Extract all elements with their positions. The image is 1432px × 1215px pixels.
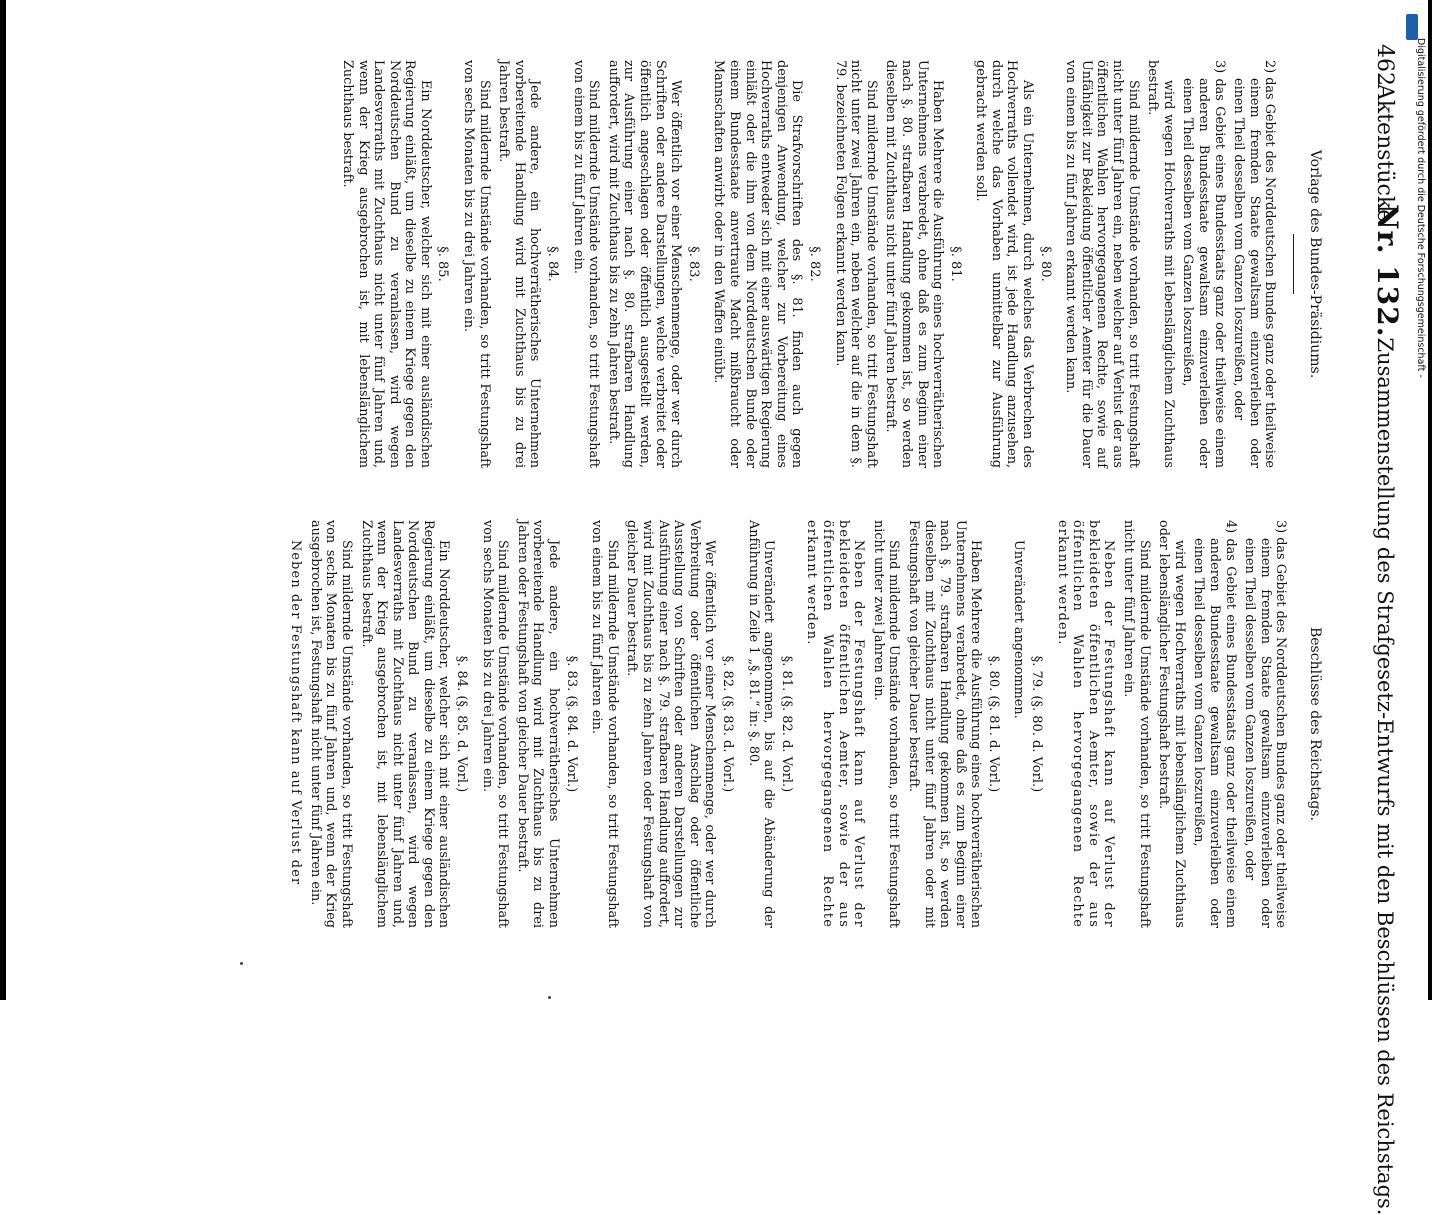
section-heading: §. 83. (§. 84. d. Vorl.) [563, 655, 579, 793]
paragraph: Sind mildernde Umstände vorhanden, so tritt Festungshaft nicht unter fünf Jahren ein, neben welcher auf Verlust der aus öffentlichen Wahlen hervorgegangenen Rechte, sowie auf Unfähigkeit zur Bekleidung öffentlicher Aemter für die Dauer von einem bis zu fünf Jahren erkannt werden kann. [1063, 60, 1141, 468]
emphasized-paragraph: Neben der Festungshaft kann auf Verlust der bekleideten öffentlichen Aemter, sowie der aus öffentlichen Wahlen hervorgegangenen Rechte erkannt werden. [804, 520, 867, 928]
enumerated-clause: 3) das Gebiet des Norddeutschen Bundes ganz oder theilweise einem fremden Staate gewaltsam einzuverleiben oder einen Theil desselben vom Ganzen loszureißen, oder [1242, 520, 1289, 928]
paragraph: Wer öffentlich vor einer Menschenmenge, oder wer durch Schriften oder andere Darstellungen, welche verbreitet oder öffentlich angeschlagen oder öffentlich ausgestellt werden, zur Ausführung einer nach §. 80. strafbaren Handlung auffordert, wird mit Zuchthaus bis zu zehn Jahren bestraft. [605, 60, 684, 468]
enumerated-clause: 3) das Gebiet eines Bundesstaats ganz oder theilweise einem anderen Bundesstaate gewaltsam einzuverleiben oder einen Theil desselben vom Ganzen loszureißen, [1180, 60, 1227, 468]
paragraph: Jede andere, ein hochverrätherisches Unternehmen vorbereitende Handlung wird mit Zuchthaus bis zu drei Jahren oder Festungshaft von gleicher Dauer bestraft. [514, 520, 562, 928]
paragraph: wird wegen Hochverraths mit lebenslänglichem Zuchthaus oder lebenslänglicher Festungshaft bestraft. [1156, 520, 1187, 928]
paragraph: Sind mildernde Umstände vorhanden, so tritt Festungshaft von sechs Monaten bis zu fünf Jahren und, wenn der Krieg ausgebrochen ist, Festungshaft nicht unter fünf Jahren ein. [307, 520, 354, 928]
scan-speck [548, 996, 551, 999]
column-beschluesse [32, 504, 1328, 944]
two-column-body [32, 44, 1328, 946]
scan-right-edge [1428, 0, 1432, 1000]
section-heading: §. 81. (§. 82. d. Vorl.) [778, 655, 794, 793]
paragraph: Sind mildernde Umstände vorhanden, so tritt Festungshaft nicht unter zwei Jahren ein, neben welcher auf die in dem §. 79. bezeichneten Folgen erkannt werden kann. [832, 60, 879, 468]
scan-speck [240, 962, 243, 965]
enumerated-clause: 2) das Gebiet des Norddeutschen Bundes ganz oder theilweise einem fremden Staate gewaltsam einzuverleiben oder einen Theil desselben vom Ganzen loszureißen, oder [1231, 60, 1278, 468]
paragraph: Jede andere, ein hochverrätherisches Unternehmen vorbereitende Handlung wird mit Zuchthaus bis zu drei Jahren bestraft. [496, 60, 543, 468]
heading-rule [1293, 234, 1294, 294]
section-heading: §. 84. (§. 85. d. Vorl.) [454, 655, 470, 793]
emphasized-paragraph: Neben der Festungshaft kann auf Verlust der bekleideten öffentlichen Aemter, sowie der aus öffentlichen Wahlen hervorgegangenen Rechte erkannt werden. [1054, 520, 1117, 928]
page-number: 462 [1372, 44, 1397, 86]
paragraph: Wer öffentlich vor einer Menschenmenge, oder wer durch Verbreitung oder öffentlichen Anschlag oder öffentliche Ausstellung von Schriften oder anderen Darstellungen zur Ausführung einer nach §. 79. strafbaren Handlung auffordert, wird mit Zuchthaus bis zu zehn Jahren oder Festungshaft von gleicher Dauer bestraft. [624, 520, 718, 928]
paragraph: Als ein Unternehmen, durch welches das Verbrechen des Hochverraths vollendet wird, ist jede Handlung anzusehen, durch welche das Vorhaben unmittelbar zur Ausführung gebracht werden soll. [973, 60, 1036, 468]
rotated-document-page [20, 8, 1412, 1215]
emphasized-paragraph: Neben der Festungshaft kann auf Verlust der [288, 540, 304, 886]
column-heading: Vorlage des Bundes-Präsidiums. [1307, 149, 1323, 379]
paragraph: Ein Norddeutscher, welcher sich mit einer ausländischen Regierung einläßt, um dieselbe zu einem Kriege gegen den Norddeutschen Bund zu veranlassen, wird wegen Landesverraths mit Zuchthaus nicht unter fünf Jahren und, wenn der Krieg ausgebrochen ist, mit lebenslänglichem Zuchthaus bestraft. [358, 520, 452, 928]
paragraph: Unverändert angenommen, bis auf die Abänderung der Anführung in Zeile 1 „§. 81.“ in: §. 80. [745, 520, 777, 928]
document-title: Zusammenstellung des Strafgesetz-Entwurfs mit den Beschlüssen des Reichstags. [1373, 337, 1397, 1215]
document-label: Aktenstücke [1372, 84, 1397, 223]
paragraph: Ein Norddeutscher, welcher sich mit einer ausländischen Regierung einläßt, um dieselbe zu einem Kriege gegen den Norddeutschen Bund zu veranlassen, wird wegen Landesverraths mit Zuchthaus nicht unter fünf Jahren und, wenn der Krieg ausgebrochen ist, mit lebenslänglichem Zuchthaus bestraft. [339, 60, 433, 468]
column-vorlage [32, 44, 1328, 484]
paragraph: Sind mildernde Umstände vorhanden, so tritt Festungshaft von sechs Monaten bis zu drei Jahren ein. [479, 520, 511, 928]
paragraph: Sind mildernde Umstände vorhanden, so tritt Festungshaft von sechs Monaten bis zu drei Jahren ein. [461, 60, 492, 468]
section-heading: §. 80. (§. 81. d. Vorl.) [985, 655, 1001, 793]
column-heading: Beschlüsse des Reichstags. [1307, 626, 1323, 821]
enumerated-clause: 4) das Gebiet eines Bundesstaats ganz oder theilweise einem anderen Bundesstaate gewaltsam einzuverleiben oder einen Theil desselben vom Ganzen loszureißen, [1191, 520, 1238, 928]
paragraph: Haben Mehrere die Ausführung eines hochverrätherischen Unternehmens verabredet, ohne daß es zum Beginn einer nach §. 80. strafbaren Handlung gekommen ist, so werden dieselben mit Zuchthaus nicht unter fünf Jahren bestraft. [883, 60, 946, 468]
section-heading: §. 85. [435, 246, 451, 282]
paragraph: Unverändert angenommen. [1011, 540, 1027, 719]
running-header [1328, 44, 1412, 1215]
document-number: Nr. 132. [1371, 204, 1404, 338]
paragraph: wird wegen Hochverraths mit lebenslänglichem Zuchthaus bestraft. [1145, 60, 1176, 468]
section-heading: §. 81. [947, 246, 963, 282]
paragraph: Haben Mehrere die Ausführung eines hochverrätherischen Unternehmens verabredet, ohne daß es zum Beginn einer nach §. 79. strafbaren Handlung gekommen ist, so werden dieselben mit Zuchthaus nicht unter fünf Jahren oder mit Festungshaft von gleicher Dauer bestraft. [905, 520, 984, 928]
section-heading: §. 83. [685, 246, 701, 282]
scan-spine-edge [0, 0, 6, 1000]
section-heading: §. 82. [806, 246, 822, 282]
paragraph: Sind mildernde Umstände vorhanden, so tritt Festungshaft nicht unter fünf Jahren ein. [1121, 520, 1152, 928]
section-heading: §. 84. [545, 246, 561, 282]
dfg-watermark-text: Digitalisierung gefördert durch die Deutsche Forschungsgemeinschaft - [1415, 38, 1426, 378]
section-heading: §. 79. (§. 80. d. Vorl.) [1029, 655, 1045, 793]
paragraph: Sind mildernde Umstände vorhanden, so tritt Festungshaft von einem bis zu fünf Jahren ein. [570, 60, 602, 468]
paragraph: Sind mildernde Umstände vorhanden, so tritt Festungshaft nicht unter zwei Jahren ein. [870, 520, 902, 928]
section-heading: §. 82. (§. 83. d. Vorl.) [720, 655, 735, 793]
paragraph: Sind mildernde Umstände vorhanden, so tritt Festungshaft von einem bis zu fünf Jahren ein. [589, 520, 620, 928]
paragraph: Die Strafvorschriften des §. 81. finden auch gegen denjenigen Anwendung, welcher zur Vorbereitung eines Hochverraths entweder sich mit einer auswärtigen Regierung einläßt oder die ihm von dem Norddeutschen Bunde oder einem Bundesstaate anvertraute Macht mißbraucht oder Mannschaften anwirbt oder in den Waffen einübt. [711, 60, 805, 468]
section-heading: §. 80. [1037, 246, 1053, 282]
